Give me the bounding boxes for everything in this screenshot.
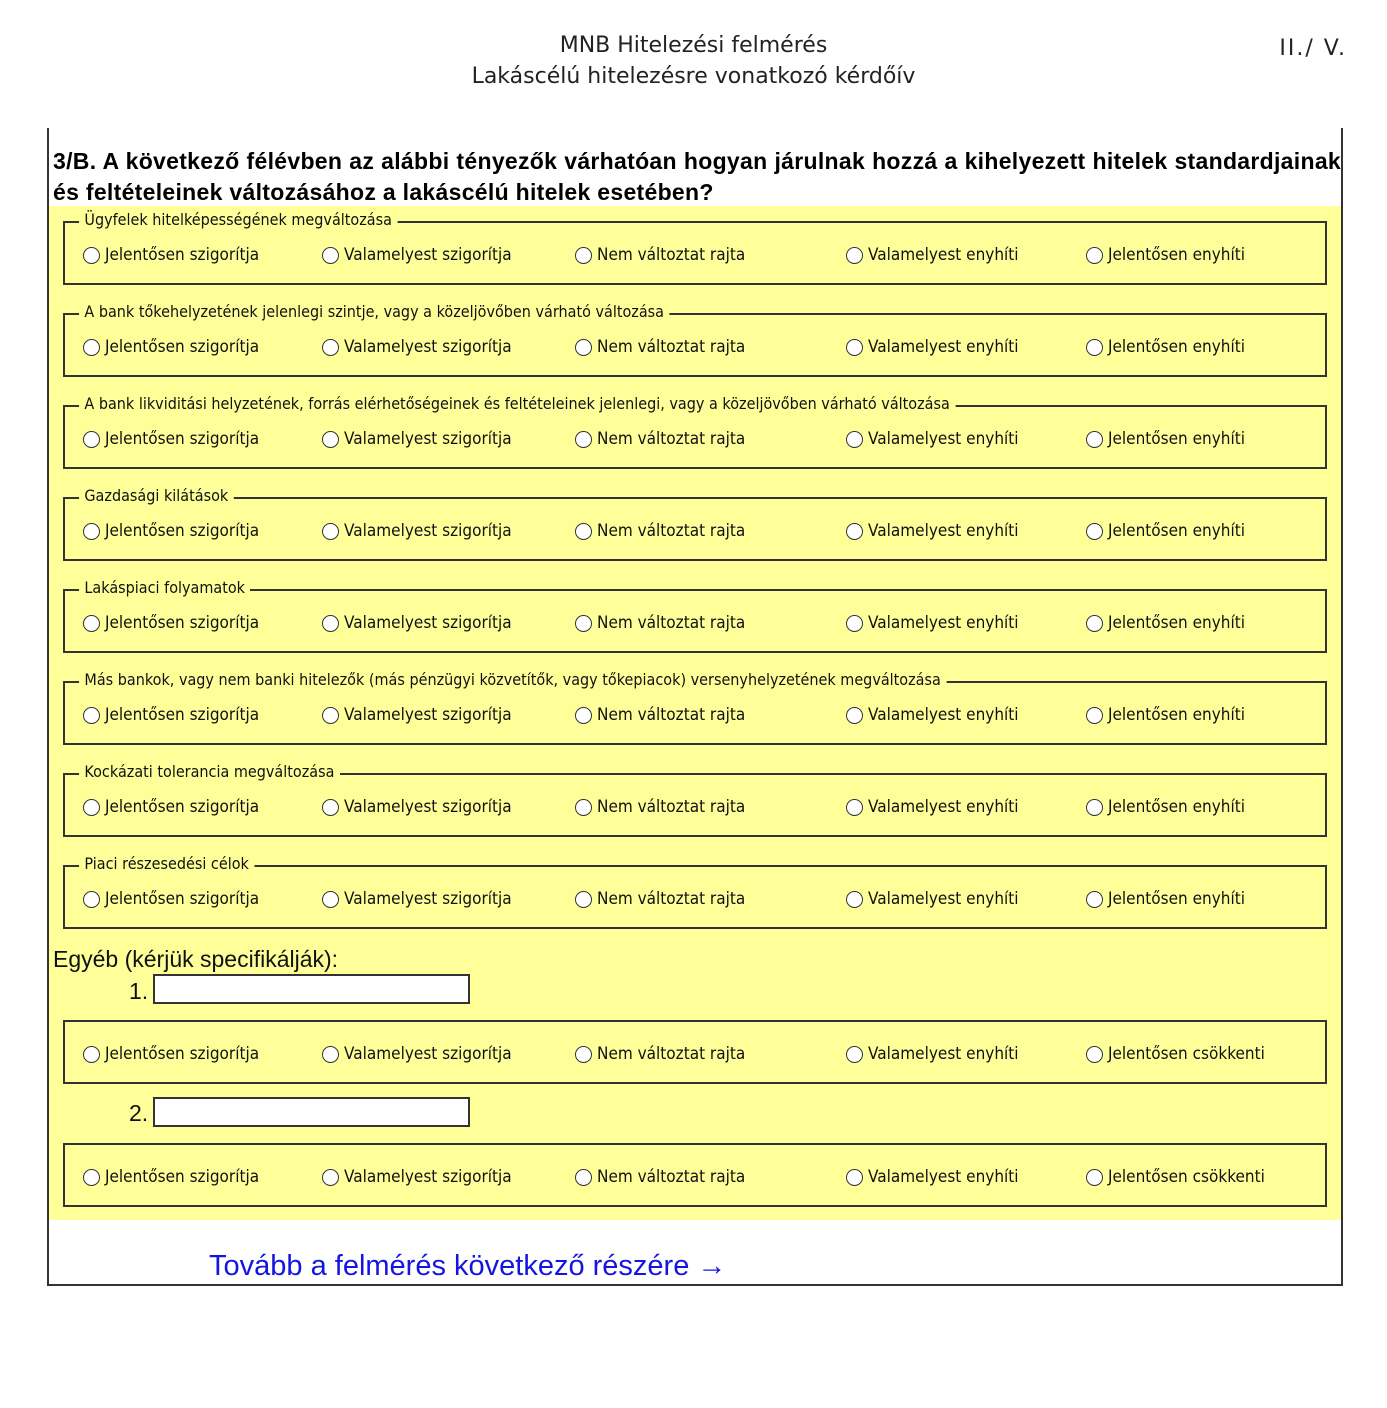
option-valamelyest-szigoritja[interactable] <box>322 429 530 449</box>
option-label: Jelentősen szigorítja <box>105 245 260 265</box>
factor-label: Ügyfelek hitelképességének megváltozása <box>79 210 397 230</box>
factor-group <box>63 578 1327 653</box>
option-valamelyest-enyhiti[interactable] <box>846 1044 1035 1064</box>
option-label: Valamelyest szigorítja <box>344 429 512 449</box>
other-label: Egyéb (kérjük specifikálják): <box>53 946 339 972</box>
radio-button[interactable] <box>575 247 592 264</box>
radio-button[interactable] <box>1086 707 1103 724</box>
option-valamelyest-szigoritja[interactable] <box>322 797 530 817</box>
option-label: Valamelyest enyhíti <box>868 429 1019 449</box>
radio-button[interactable] <box>322 799 339 816</box>
option-nem-valtoztat[interactable] <box>575 705 762 725</box>
factor-label: Kockázati tolerancia megváltozása <box>79 762 340 782</box>
radio-button[interactable] <box>575 523 592 540</box>
factor-group <box>63 486 1327 561</box>
option-label: Nem változtat rajta <box>597 245 746 265</box>
option-label: Valamelyest szigorítja <box>344 797 512 817</box>
factor-group <box>63 394 1327 469</box>
radio-button[interactable] <box>575 891 592 908</box>
other-group-2 <box>63 1143 1327 1207</box>
option-jelentosen-enyhiti[interactable] <box>1086 337 1260 357</box>
option-valamelyest-enyhiti[interactable] <box>846 429 1035 449</box>
radio-button[interactable] <box>83 707 100 724</box>
option-nem-valtoztat[interactable] <box>575 429 762 449</box>
radio-button[interactable] <box>1086 1046 1103 1063</box>
option-nem-valtoztat[interactable] <box>575 245 762 265</box>
radio-button[interactable] <box>322 431 339 448</box>
option-label: Jelentősen szigorítja <box>105 797 260 817</box>
option-label: Jelentősen enyhíti <box>1108 705 1245 725</box>
option-label: Valamelyest szigorítja <box>344 705 512 725</box>
option-label: Valamelyest enyhíti <box>868 521 1019 541</box>
option-jelentosen-szigoritja[interactable] <box>83 429 276 449</box>
option-label: Jelentősen enyhíti <box>1108 429 1245 449</box>
radio-button[interactable] <box>1086 891 1103 908</box>
radio-button[interactable] <box>322 1046 339 1063</box>
option-label: Nem változtat rajta <box>597 429 746 449</box>
option-label: Valamelyest enyhíti <box>868 705 1019 725</box>
option-label: Nem változtat rajta <box>597 797 746 817</box>
option-label: Valamelyest szigorítja <box>344 1167 512 1187</box>
option-label: Jelentősen szigorítja <box>105 337 260 357</box>
option-label: Jelentősen csökkenti <box>1108 1167 1265 1187</box>
radio-button[interactable] <box>575 707 592 724</box>
option-label: Jelentősen szigorítja <box>105 1044 260 1064</box>
option-label: Jelentősen szigorítja <box>105 889 260 909</box>
option-label: Nem változtat rajta <box>597 1167 746 1187</box>
radio-button[interactable] <box>846 431 863 448</box>
option-jelentosen-csokkenti[interactable] <box>1086 1044 1282 1064</box>
radio-button[interactable] <box>1086 247 1103 264</box>
radio-button[interactable] <box>846 615 863 632</box>
page-number: II./ V. <box>1279 36 1347 61</box>
option-jelentosen-szigoritja[interactable] <box>83 1167 276 1187</box>
option-valamelyest-enyhiti[interactable] <box>846 337 1035 357</box>
option-valamelyest-szigoritja[interactable] <box>322 613 530 633</box>
next-section-link[interactable]: Tovább a felmérés következő részére → <box>209 1250 727 1282</box>
option-label: Jelentősen szigorítja <box>105 1167 260 1187</box>
option-valamelyest-szigoritja[interactable] <box>322 337 530 357</box>
option-label: Jelentősen enyhíti <box>1108 245 1245 265</box>
radio-button[interactable] <box>322 707 339 724</box>
option-label: Jelentősen csökkenti <box>1108 1044 1265 1064</box>
option-jelentosen-enyhiti[interactable] <box>1086 429 1260 449</box>
radio-button[interactable] <box>1086 1169 1103 1186</box>
option-valamelyest-enyhiti[interactable] <box>846 613 1035 633</box>
radio-button[interactable] <box>83 1046 100 1063</box>
radio-button[interactable] <box>575 339 592 356</box>
option-valamelyest-enyhiti[interactable] <box>846 245 1035 265</box>
factor-group <box>63 854 1327 929</box>
factor-label: A bank tőkehelyzetének jelenlegi szintje, vagy a közeljövőben várható változása <box>79 302 669 322</box>
radio-button[interactable] <box>1086 339 1103 356</box>
option-jelentosen-szigoritja[interactable] <box>83 337 276 357</box>
option-label: Nem változtat rajta <box>597 1044 746 1064</box>
option-nem-valtoztat[interactable] <box>575 337 762 357</box>
option-valamelyest-szigoritja[interactable] <box>322 521 530 541</box>
factor-label: Gazdasági kilátások <box>79 486 234 506</box>
option-valamelyest-szigoritja[interactable] <box>322 1167 530 1187</box>
other-number-1: 1. <box>129 978 149 1004</box>
option-jelentosen-enyhiti[interactable] <box>1086 521 1260 541</box>
radio-button[interactable] <box>322 523 339 540</box>
option-label: Valamelyest szigorítja <box>344 245 512 265</box>
option-label: Jelentősen szigorítja <box>105 705 260 725</box>
option-jelentosen-szigoritja[interactable] <box>83 1044 276 1064</box>
radio-button[interactable] <box>83 891 100 908</box>
option-label: Valamelyest enyhíti <box>868 245 1019 265</box>
factor-label: Más bankok, vagy nem banki hitelezők (más pénzügyi közvetítők, vagy tőkepiacok) versenyhelyzetének megváltozása <box>79 670 946 690</box>
radio-button[interactable] <box>846 891 863 908</box>
option-label: Valamelyest szigorítja <box>344 337 512 357</box>
radio-button[interactable] <box>1086 431 1103 448</box>
option-jelentosen-szigoritja[interactable] <box>83 613 276 633</box>
option-jelentosen-szigoritja[interactable] <box>83 521 276 541</box>
option-label: Valamelyest enyhíti <box>868 337 1019 357</box>
option-jelentosen-enyhiti[interactable] <box>1086 245 1260 265</box>
option-label: Valamelyest enyhíti <box>868 797 1019 817</box>
option-label: Valamelyest enyhíti <box>868 613 1019 633</box>
option-valamelyest-enyhiti[interactable] <box>846 797 1035 817</box>
radio-button[interactable] <box>322 615 339 632</box>
radio-button[interactable] <box>846 247 863 264</box>
option-label: Jelentősen enyhíti <box>1108 797 1245 817</box>
option-label: Valamelyest enyhíti <box>868 889 1019 909</box>
factor-group <box>63 762 1327 837</box>
option-label: Nem változtat rajta <box>597 889 746 909</box>
radio-button[interactable] <box>1086 799 1103 816</box>
option-valamelyest-enyhiti[interactable] <box>846 1167 1035 1187</box>
option-valamelyest-szigoritja[interactable] <box>322 1044 530 1064</box>
other-input-2[interactable] <box>153 1097 470 1127</box>
option-jelentosen-enyhiti[interactable] <box>1086 797 1260 817</box>
radio-button[interactable] <box>846 339 863 356</box>
option-label: Valamelyest enyhíti <box>868 1044 1019 1064</box>
radio-button[interactable] <box>846 523 863 540</box>
option-label: Nem változtat rajta <box>597 705 746 725</box>
option-label: Valamelyest szigorítja <box>344 1044 512 1064</box>
other-input-1[interactable] <box>153 974 470 1004</box>
radio-button[interactable] <box>322 891 339 908</box>
factor-label: Lakáspiaci folyamatok <box>79 578 250 598</box>
radio-button[interactable] <box>575 1046 592 1063</box>
option-valamelyest-enyhiti[interactable] <box>846 889 1035 909</box>
radio-button[interactable] <box>575 431 592 448</box>
radio-button[interactable] <box>322 339 339 356</box>
option-jelentosen-enyhiti[interactable] <box>1086 889 1260 909</box>
radio-button[interactable] <box>575 615 592 632</box>
radio-button[interactable] <box>83 799 100 816</box>
factor-label: Piaci részesedési célok <box>79 854 254 874</box>
option-nem-valtoztat[interactable] <box>575 797 762 817</box>
option-label: Nem változtat rajta <box>597 613 746 633</box>
option-valamelyest-enyhiti[interactable] <box>846 705 1035 725</box>
option-nem-valtoztat[interactable] <box>575 1044 762 1064</box>
option-label: Valamelyest enyhíti <box>868 1167 1019 1187</box>
option-label: Jelentősen enyhíti <box>1108 613 1245 633</box>
factor-group <box>63 670 1327 745</box>
option-nem-valtoztat[interactable] <box>575 521 762 541</box>
radio-button[interactable] <box>575 799 592 816</box>
radio-button[interactable] <box>83 523 100 540</box>
option-jelentosen-enyhiti[interactable] <box>1086 613 1260 633</box>
option-jelentosen-szigoritja[interactable] <box>83 797 276 817</box>
other-number-2: 2. <box>129 1100 149 1126</box>
radio-button[interactable] <box>83 247 100 264</box>
radio-button[interactable] <box>83 615 100 632</box>
factor-group <box>63 302 1327 377</box>
option-label: Valamelyest szigorítja <box>344 889 512 909</box>
option-valamelyest-szigoritja[interactable] <box>322 245 530 265</box>
radio-button[interactable] <box>322 1169 339 1186</box>
option-jelentosen-szigoritja[interactable] <box>83 705 276 725</box>
option-jelentosen-szigoritja[interactable] <box>83 889 276 909</box>
option-valamelyest-szigoritja[interactable] <box>322 705 530 725</box>
option-nem-valtoztat[interactable] <box>575 889 762 909</box>
option-nem-valtoztat[interactable] <box>575 613 762 633</box>
option-jelentosen-csokkenti[interactable] <box>1086 1167 1282 1187</box>
radio-button[interactable] <box>846 707 863 724</box>
option-label: Jelentősen szigorítja <box>105 521 260 541</box>
radio-button[interactable] <box>83 1169 100 1186</box>
factor-group <box>63 210 1327 285</box>
radio-button[interactable] <box>322 247 339 264</box>
option-label: Jelentősen enyhíti <box>1108 521 1245 541</box>
factor-label: A bank likviditási helyzetének, forrás elérhetőségeinek és feltételeinek jelenlegi, vagy a közeljövőben várható változása <box>79 394 955 414</box>
radio-button[interactable] <box>846 799 863 816</box>
radio-button[interactable] <box>83 339 100 356</box>
option-label: Valamelyest szigorítja <box>344 613 512 633</box>
option-label: Valamelyest szigorítja <box>344 521 512 541</box>
option-label: Jelentősen szigorítja <box>105 429 260 449</box>
option-valamelyest-szigoritja[interactable] <box>322 889 530 909</box>
option-nem-valtoztat[interactable] <box>575 1167 762 1187</box>
radio-button[interactable] <box>1086 523 1103 540</box>
option-label: Jelentősen szigorítja <box>105 613 260 633</box>
header-title: MNB Hitelezési felmérés <box>559 33 828 58</box>
radio-button[interactable] <box>846 1169 863 1186</box>
other-group-1 <box>63 1020 1327 1084</box>
radio-button[interactable] <box>575 1169 592 1186</box>
option-label: Nem változtat rajta <box>597 337 746 357</box>
option-jelentosen-szigoritja[interactable] <box>83 245 276 265</box>
radio-button[interactable] <box>1086 615 1103 632</box>
question-text: 3/B. A következő félévben az alábbi tényezők várhatóan hogyan járulnak hozzá a kihelyezett hitelek standardjainak és feltételeinek változásához a lakáscélú hitelek esetében? <box>53 148 1341 205</box>
option-label: Jelentősen enyhíti <box>1108 337 1245 357</box>
radio-button[interactable] <box>846 1046 863 1063</box>
option-jelentosen-enyhiti[interactable] <box>1086 705 1260 725</box>
option-label: Nem változtat rajta <box>597 521 746 541</box>
option-valamelyest-enyhiti[interactable] <box>846 521 1035 541</box>
radio-button[interactable] <box>83 431 100 448</box>
header-subtitle: Lakáscélú hitelezésre vonatkozó kérdőív <box>471 64 916 89</box>
option-label: Jelentősen enyhíti <box>1108 889 1245 909</box>
